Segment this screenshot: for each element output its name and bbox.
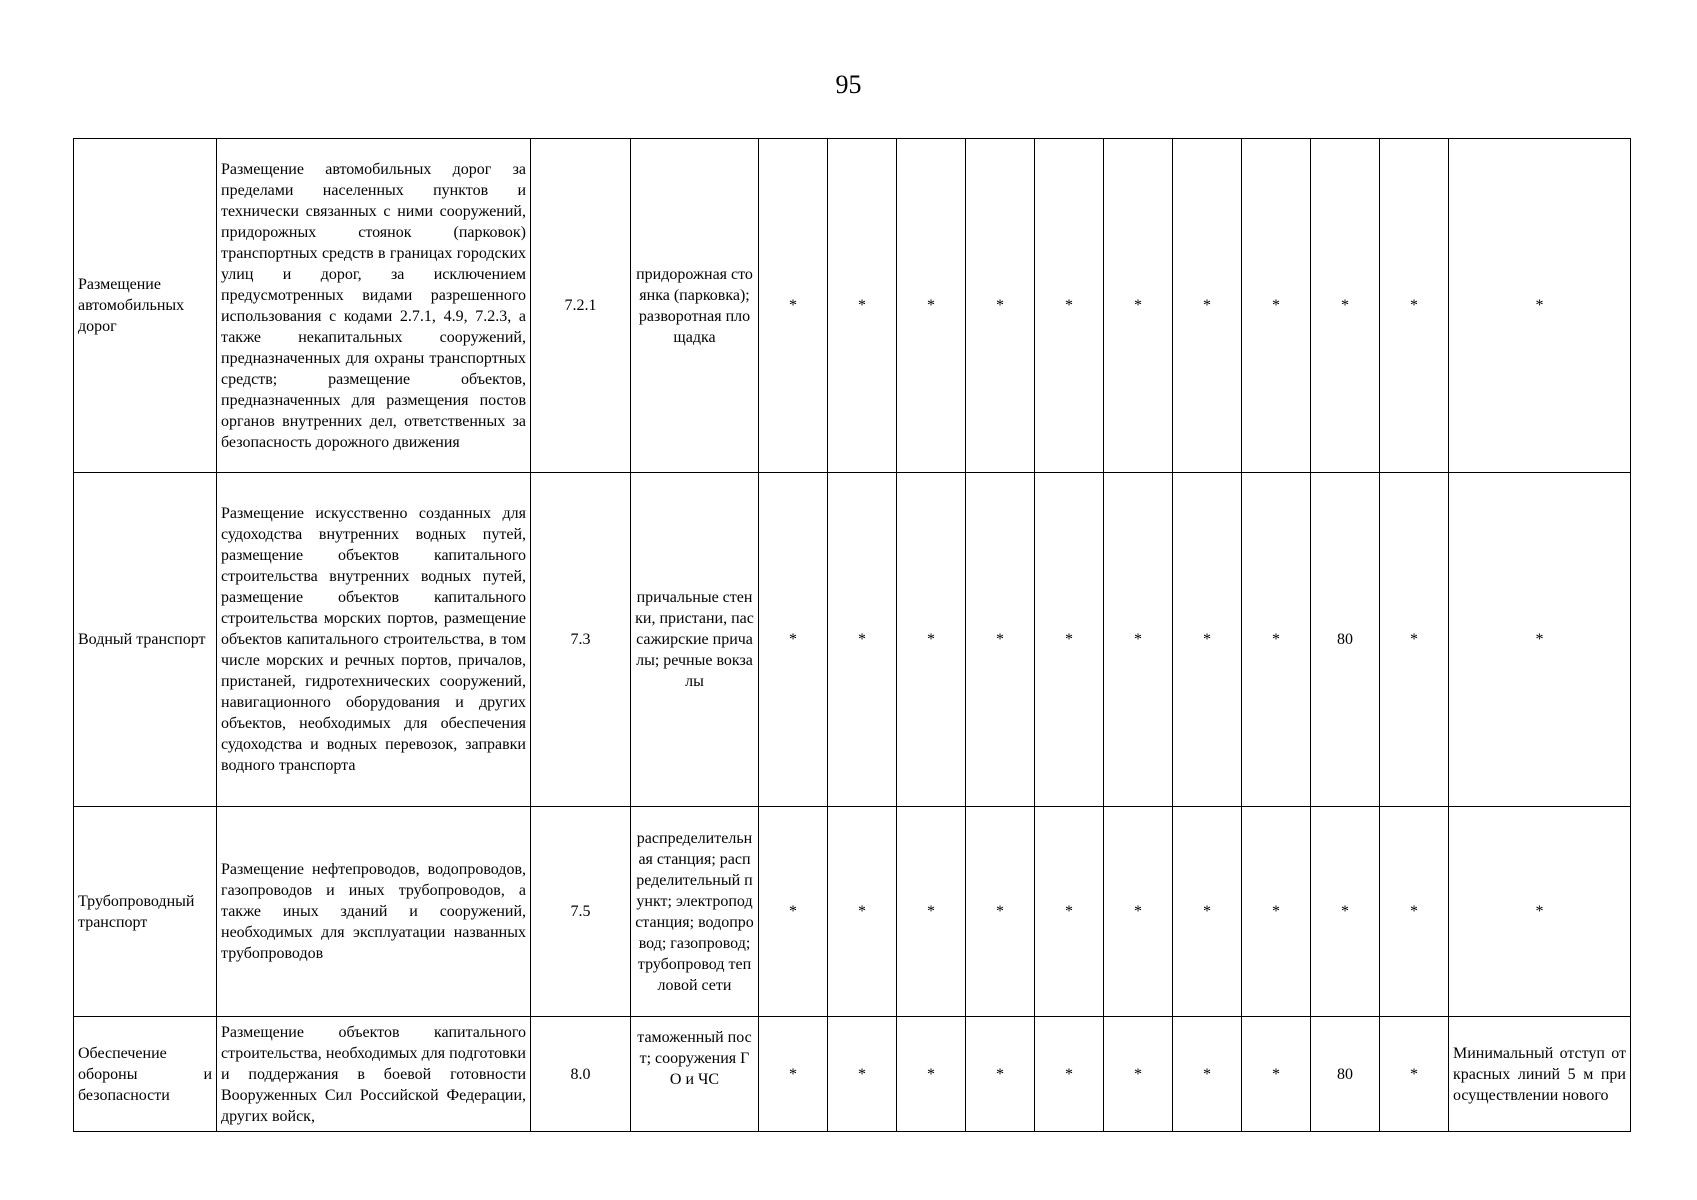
parameter-cell: *	[1173, 1017, 1242, 1132]
parameter-cell: *	[828, 473, 897, 807]
parameter-cell: *	[1311, 807, 1380, 1017]
parameter-cell: *	[1380, 139, 1449, 473]
table-row	[74, 807, 1631, 1017]
parameter-cell: *	[1173, 807, 1242, 1017]
parameter-cell: 80	[1311, 473, 1380, 807]
use-name-cell: Водный транспорт	[74, 473, 217, 807]
parameter-cell: *	[1035, 1017, 1104, 1132]
use-description-cell: Размещение объектов капитального строительства, необходимых для подготовки и поддержания в боевой готовности Вооруженных Сил Российской Федерации, других войск,	[217, 1017, 531, 1132]
parameter-cell: *	[1104, 1017, 1173, 1132]
use-description-cell: Размещение нефтепроводов, водопроводов, газопроводов и иных трубопроводов, а также иных зданий и сооружений, необходимых для эксплуатации названных трубопроводов	[217, 807, 531, 1017]
parameter-cell: *	[828, 1017, 897, 1132]
parameter-cell: *	[1173, 139, 1242, 473]
parameter-cell: *	[1380, 1017, 1449, 1132]
permitted-objects-cell: распределительная станция; распределительный пункт; электроподстанция; водопровод; газопровод; трубопровод тепловой сети	[631, 807, 759, 1017]
note-cell: *	[1449, 473, 1631, 807]
parameter-cell: *	[897, 139, 966, 473]
parameter-cell: *	[1380, 807, 1449, 1017]
note-cell: *	[1449, 139, 1631, 473]
use-description-cell: Размещение автомобильных дорог за пределами населенных пунктов и технически связанных с ними сооружений, придорожных стоянок (парковок) транспортных средств в границах городских улиц и дорог, за исключением предусмотренных видами разрешенного использования с кодами 2.7.1, 4.9, 7.2.3, а также некапитальных сооружений, предназначенных для охраны транспортных средств; размещение объектов, предназначенных для размещения постов органов внутренних дел, ответственных за безопасность дорожного движения	[217, 139, 531, 473]
parameter-cell: *	[1242, 1017, 1311, 1132]
parameter-cell: *	[1242, 473, 1311, 807]
parameter-cell: *	[966, 139, 1035, 473]
parameter-cell: *	[1242, 807, 1311, 1017]
use-code-cell: 8.0	[531, 1017, 631, 1132]
page-number: 95	[835, 70, 862, 99]
note-cell: Минимальный отступ от красных линий 5 м при осуществлении нового	[1449, 1017, 1631, 1132]
use-name-cell: Обеспечение обороны и безопасности	[74, 1017, 217, 1132]
table-row	[74, 139, 1631, 473]
parameter-cell: *	[1380, 473, 1449, 807]
use-name-cell: Размещение автомобильных дорог	[74, 139, 217, 473]
parameter-cell: *	[759, 473, 828, 807]
parameter-cell: *	[1104, 473, 1173, 807]
permitted-objects-cell: причальные стенки, пристани, пассажирские причалы; речные вокзалы	[631, 473, 759, 807]
use-code-cell: 7.3	[531, 473, 631, 807]
table-row	[74, 473, 1631, 807]
parameter-cell: *	[1104, 807, 1173, 1017]
permitted-objects-cell: придорожная стоянка (парковка); разворотная площадка	[631, 139, 759, 473]
parameter-cell: *	[828, 139, 897, 473]
note-cell: *	[1449, 807, 1631, 1017]
parameter-cell: *	[1173, 473, 1242, 807]
parameter-cell: *	[759, 139, 828, 473]
parameter-cell: *	[1242, 139, 1311, 473]
use-name-cell: Трубопроводный транспорт	[74, 807, 217, 1017]
parameter-cell: *	[828, 807, 897, 1017]
parameter-cell: *	[1035, 807, 1104, 1017]
parameter-cell: *	[966, 1017, 1035, 1132]
parameter-cell: *	[897, 1017, 966, 1132]
land-use-table	[73, 138, 1631, 1132]
use-description-cell: Размещение искусственно созданных для судоходства внутренних водных путей, размещение объектов капитального строительства внутренних водных путей, размещение объектов капитального строительства морских портов, размещение объектов капитального строительства, в том числе морских и речных портов, причалов, пристаней, гидротехнических сооружений, навигационного оборудования и других объектов, необходимых для обеспечения судоходства и водных перевозок, заправки водного транспорта	[217, 473, 531, 807]
parameter-cell: *	[759, 1017, 828, 1132]
parameter-cell: *	[1035, 139, 1104, 473]
parameter-cell: *	[759, 807, 828, 1017]
parameter-cell: *	[897, 473, 966, 807]
table-row	[74, 1017, 1631, 1132]
parameter-cell: *	[897, 807, 966, 1017]
parameter-cell: 80	[1311, 1017, 1380, 1132]
use-code-cell: 7.2.1	[531, 139, 631, 473]
use-code-cell: 7.5	[531, 807, 631, 1017]
parameter-cell: *	[1035, 473, 1104, 807]
permitted-objects-cell: таможенный пост; сооружения ГО и ЧС	[631, 1017, 759, 1132]
parameter-cell: *	[1104, 139, 1173, 473]
parameter-cell: *	[966, 807, 1035, 1017]
parameter-cell: *	[966, 473, 1035, 807]
parameter-cell: *	[1311, 139, 1380, 473]
